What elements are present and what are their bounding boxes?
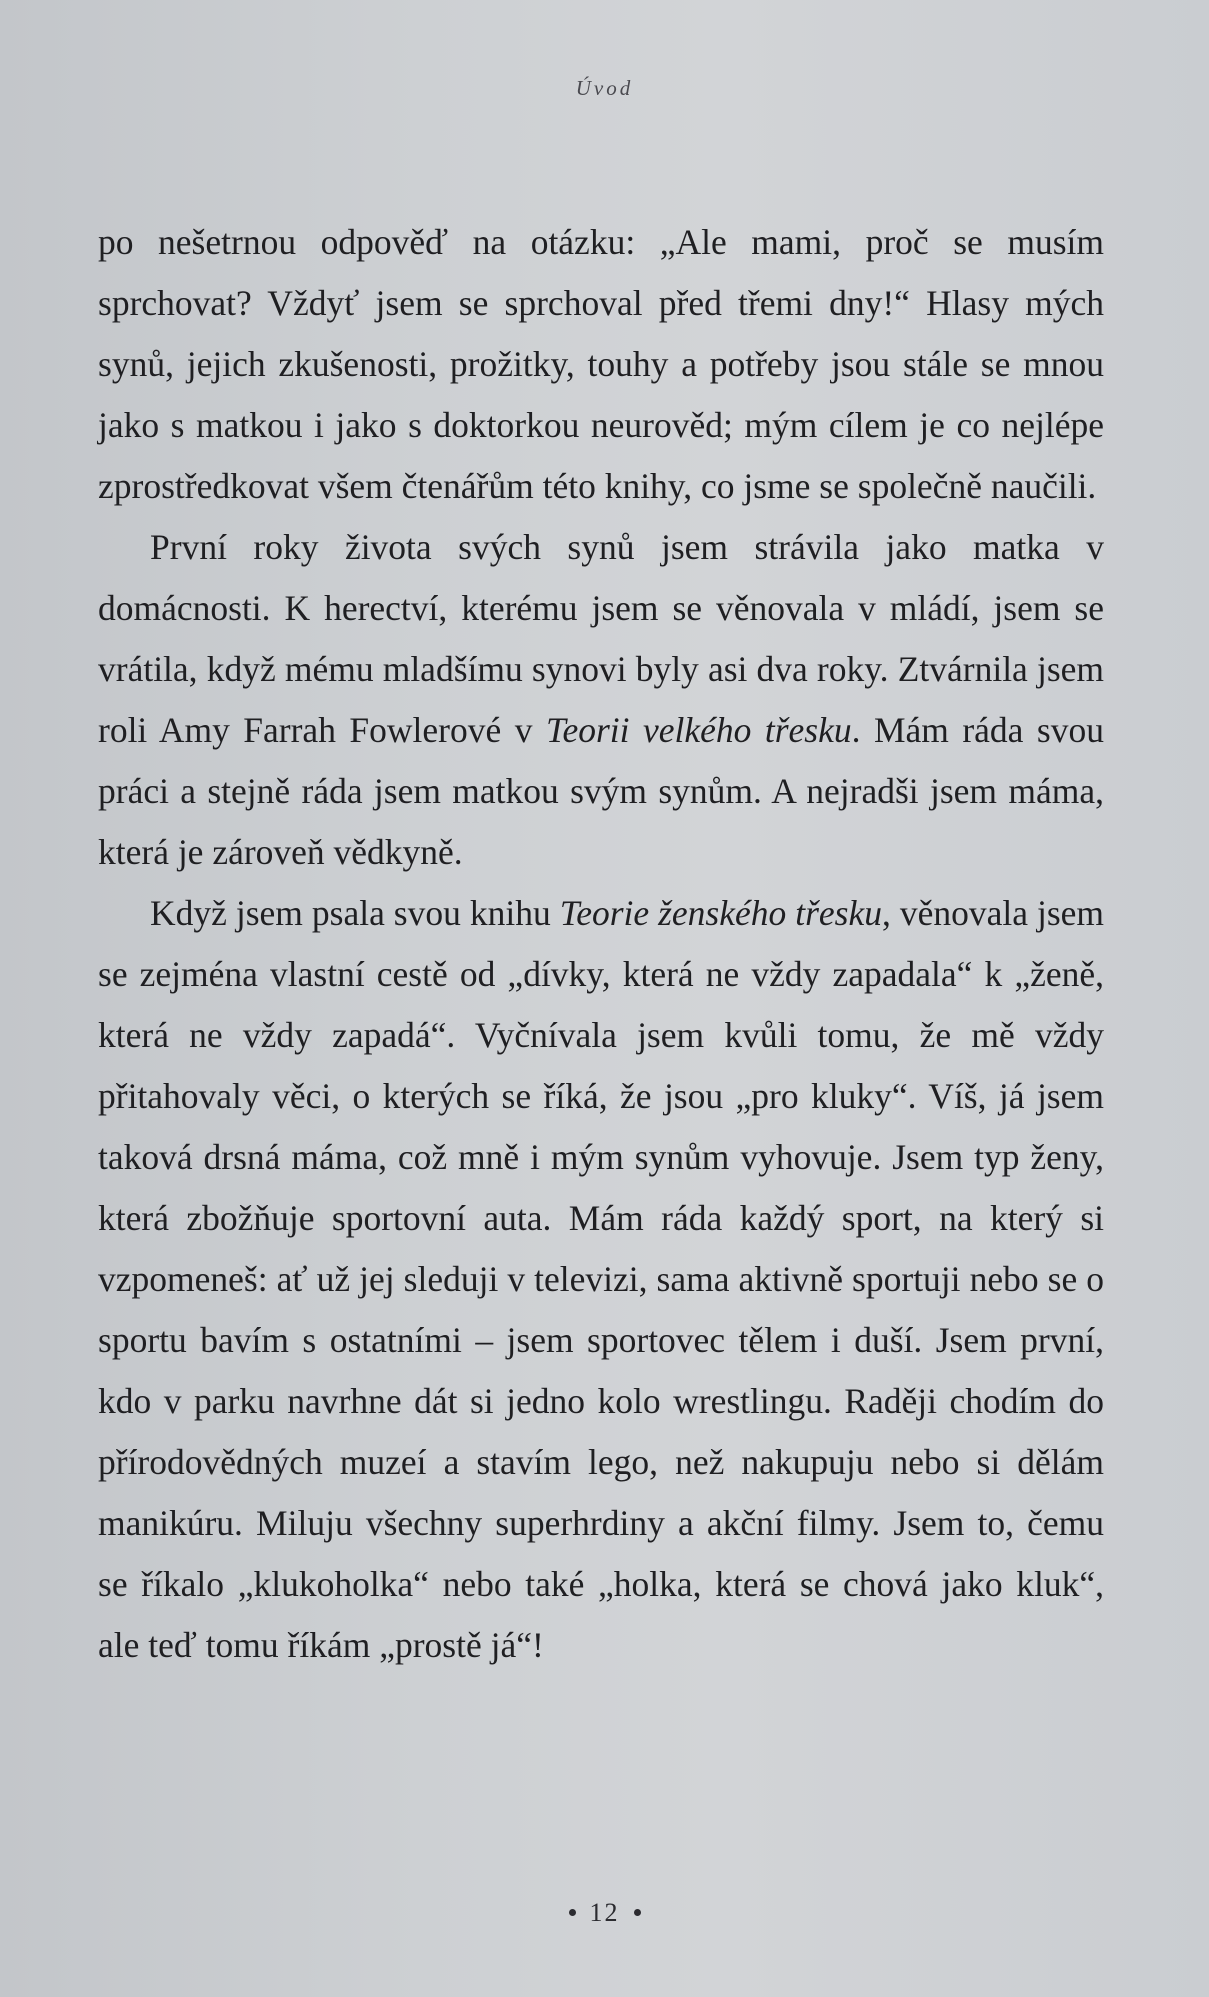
page-footer <box>0 1898 1209 1928</box>
book-title-italic: Teorii velkého třesku <box>545 710 852 750</box>
paragraph-text: , věnovala jsem se zejména vlastní cestě od „dívky, která ne vždy zapadala“ k „ženě, která ne vždy zapadá“. Vyčnívala jsem kvůli tomu, že mě vždy přitahovaly věci, o kterých se říká, že jsou „pro kluky“. Víš, já jsem taková drsná máma, což mně i mým synům vyhovuje. Jsem typ ženy, která zbožňuje sportovní auta. Mám ráda každý sport, na který si vzpomeneš: ať už jej sleduji v televizi, sama aktivně sportuji nebo se o sportu bavím s ostatními – jsem sportovec tělem i duší. Jsem první, kdo v parku navrhne dát si jedno kolo wrestlingu. Raději chodím do přírodovědných muzeí a stavím lego, než nakupuju nebo si dělám manikúru. Miluju všechny superhrdiny a akční filmy. Jsem to, čemu se říkalo „klukoholka“ nebo také „holka, která se chová jako kluk“, ale teď tomu říkám „prostě já“! <box>98 893 1105 1665</box>
bullet-left-icon <box>569 1909 576 1916</box>
paragraph-text: . Mám ráda svou práci a stejně ráda jsem matkou svým synům. A nejradši jsem máma, která je zároveň vědkyně. <box>98 710 1104 872</box>
paragraph-text: Když jsem psala svou knihu <box>150 893 560 933</box>
paragraph-text: po nešetrnou odpověď na otázku: „Ale mami, proč se musím sprchovat? Vždyť jsem se sprchoval před třemi dny!“ Hlasy mých synů, jejich zkušenosti, prožitky, touhy a potřeby jsou stále se mnou jako s matkou i jako s doktorkou neurověd; mým cílem je co nejlépe zprostředkovat všem čtenářům této knihy, co jsme se společně naučili. <box>98 222 1104 506</box>
body-text <box>98 212 1104 1676</box>
paragraph-2 <box>98 517 1104 883</box>
running-head: Úvod <box>575 76 634 100</box>
paragraph-text: První roky života svých synů jsem strávila jako matka v domácnosti. K herectví, kterému jsem se věnovala v mládí, jsem se vrátila, když mému mladšímu synovi byly asi dva roky. Ztvárnila jsem roli Amy Farrah Fowlerové v <box>98 527 1104 750</box>
paragraph-1 <box>98 212 1104 517</box>
bullet-right-icon <box>634 1909 641 1916</box>
book-title-italic: Teorie ženského třesku <box>559 893 882 933</box>
page-number: 12 <box>589 1898 620 1927</box>
paragraph-3 <box>98 883 1104 1676</box>
